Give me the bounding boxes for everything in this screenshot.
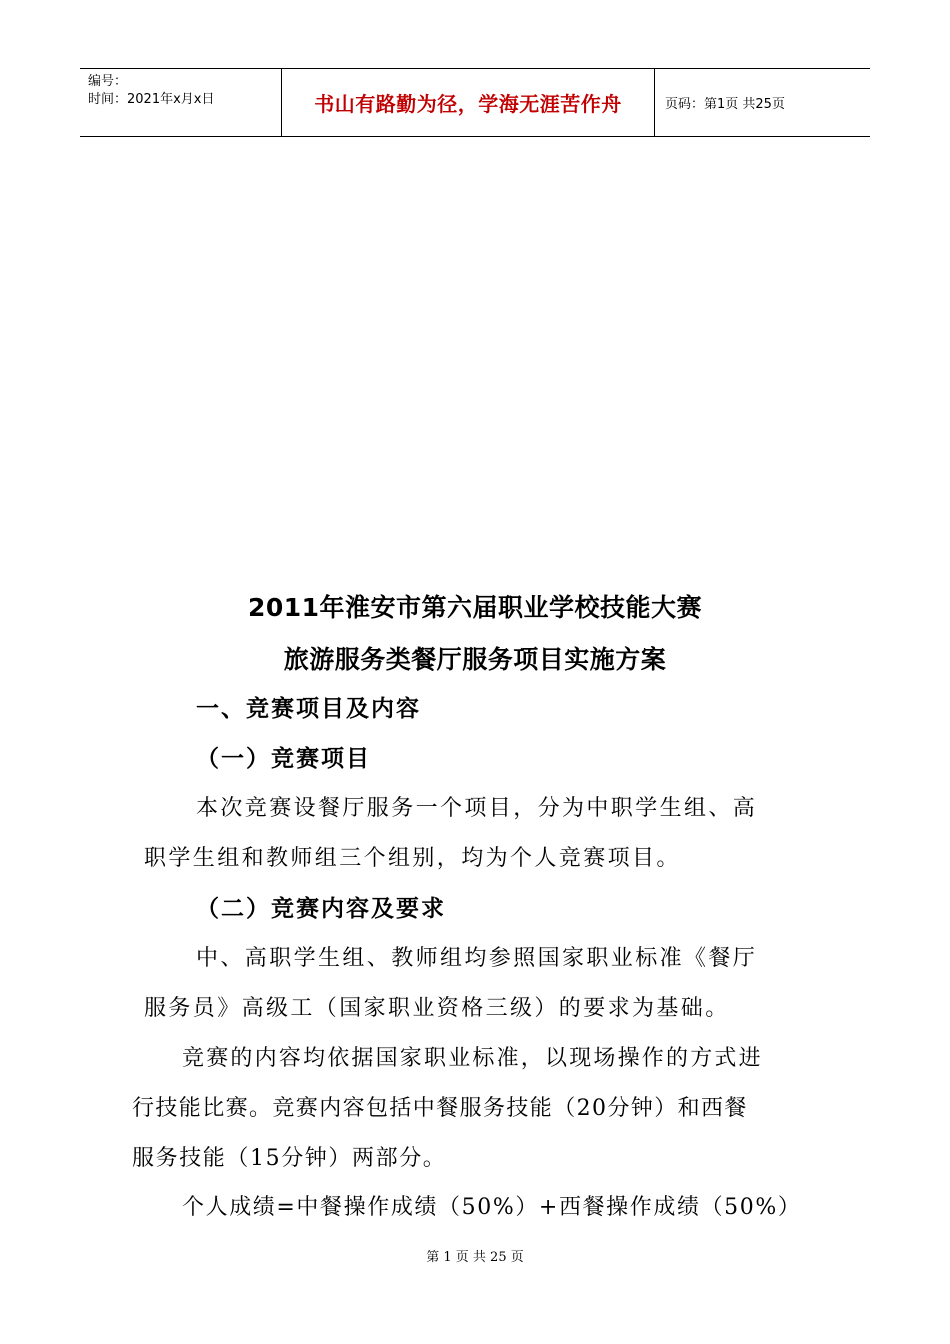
page-info-text: 页码：第1页 共25页 <box>665 97 785 112</box>
section-heading-1: 一、竞赛项目及内容 <box>196 696 421 722</box>
header-meta-cell <box>80 69 282 136</box>
subsection-heading-1: （一）竞赛项目 <box>196 746 371 772</box>
date-label: 时间：2021年x月x日 <box>88 92 215 107</box>
paragraph-line: 个人成绩=中餐操作成绩（50%）+西餐操作成绩（50%） <box>182 1195 802 1220</box>
subsection-heading-2: （二）竞赛内容及要求 <box>196 896 446 922</box>
paragraph-line: 职学生组和教师组三个组别，均为个人竞赛项目。 <box>144 846 681 871</box>
header-page-cell <box>655 69 870 136</box>
paragraph-line: 中、高职学生组、教师组均参照国家职业标准《餐厅 <box>196 946 758 971</box>
document-title-line-2: 旅游服务类餐厅服务项目实施方案 <box>283 645 667 674</box>
motto-text: 书山有路勤为径，学海无涯苦作舟 <box>314 92 622 116</box>
page-header-table <box>80 68 870 137</box>
header-motto-cell <box>282 69 655 136</box>
paragraph-line: 行技能比赛。竞赛内容包括中餐服务技能（20分钟）和西餐 <box>132 1096 748 1121</box>
document-title-line-1: 2011年淮安市第六届职业学校技能大赛 <box>247 593 703 622</box>
page-footer: 第 1 页 共 25 页 <box>426 1250 524 1265</box>
serial-number-label: 编号： <box>88 74 128 89</box>
paragraph-line: 竞赛的内容均依据国家职业标准，以现场操作的方式进 <box>182 1046 763 1071</box>
paragraph-line: 服务员》高级工（国家职业资格三级）的要求为基础。 <box>144 996 730 1021</box>
paragraph-line: 本次竞赛设餐厅服务一个项目，分为中职学生组、高 <box>196 796 758 821</box>
paragraph-line: 服务技能（15分钟）两部分。 <box>132 1146 447 1171</box>
